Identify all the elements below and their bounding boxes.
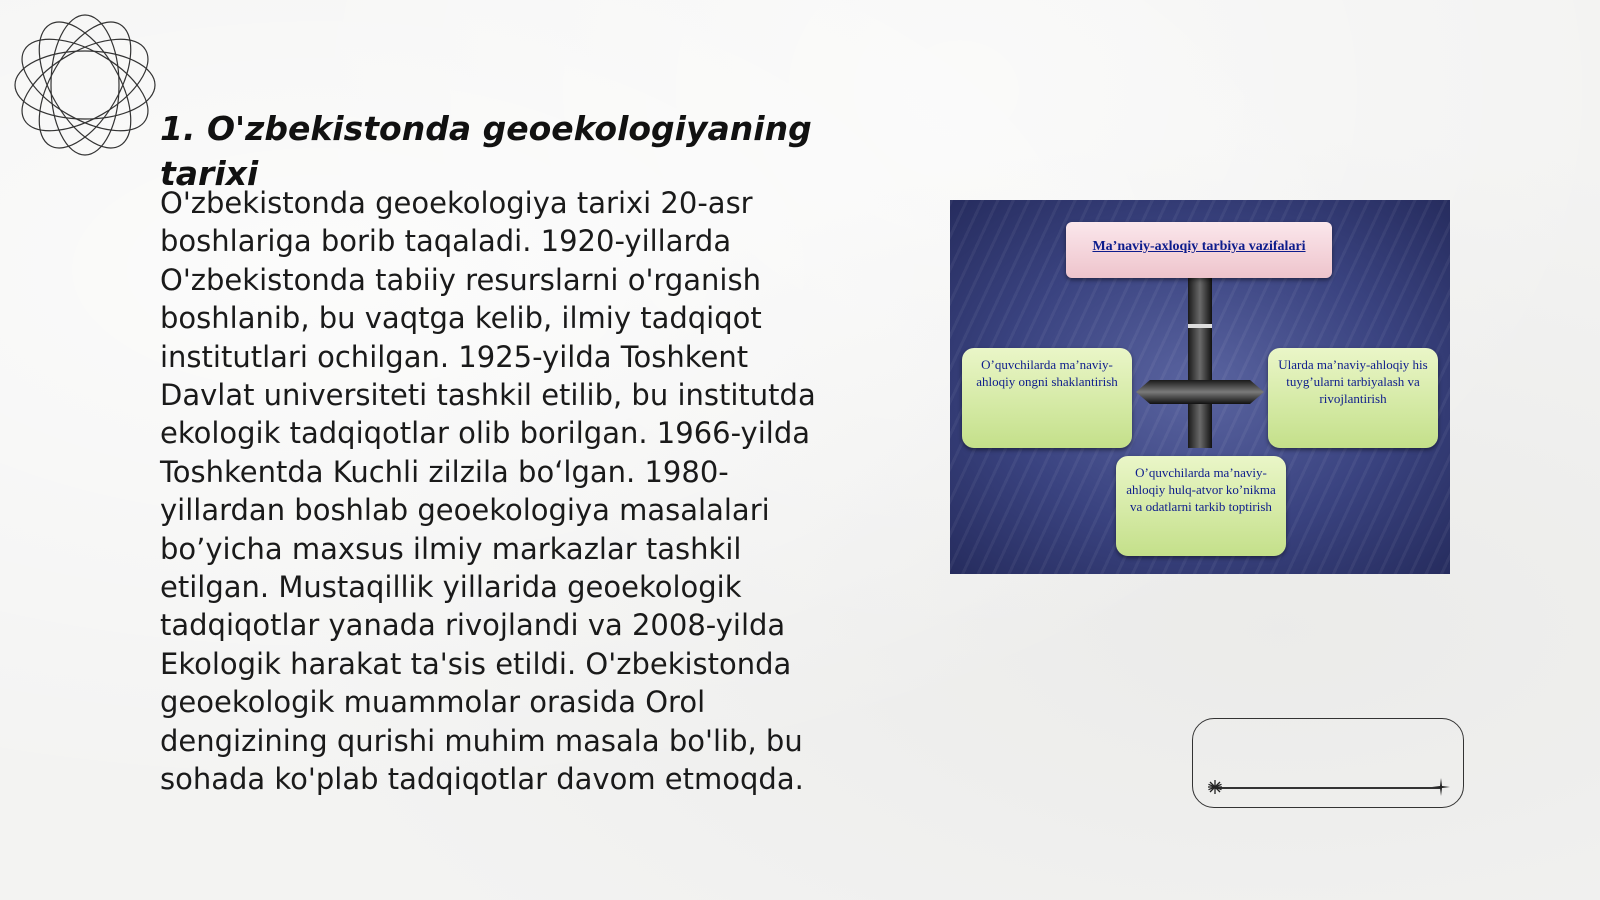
timeline-line [1215, 787, 1441, 789]
slide-body-text: O'zbekistonda geoekologiya tarixi 20-asr boshlariga borib taqaladi. 1920-yillarda O'zbekistonda tabiiy resurslarni o'rganish boshlanib, bu vaqtga kelib, ilmiy tadqiqot institutlari ochilgan. 1925-yilda Toshkent Davlat universiteti tashkil etilib, bu institutda ekologik tadqiqotlar olib borilgan. 1966-yilda Toshkentda Kuchli zilzila bo‘lgan. 1980-yillardan boshlab geoekologiya masalalari bo’yicha maxsus ilmiy markazlar tashkil etilgan. Mustaqillik yillarida geoekologik tadqiqotlar yanada rivojlandi va 2008-yilda Ekologik harakat ta'sis etildi. O'zbekistonda geoekologik muammolar orasida Orol dengizining qurishi muhim masala bo'lib, bu sohada ko'plab tadqiqotlar davom etmoqda. [160, 186, 816, 797]
diagram-node-bottom: O’quvchilarda ma’naviy-ahloqiy hulq-atvor ko’nikma va odatlarni tarkib toptirish [1116, 456, 1286, 556]
diagram-image [950, 200, 1450, 574]
diagram-node-top: Ma’naviy-axloqiy tarbiya vazifalari [1066, 222, 1332, 278]
diagram-node-left: O’quvchilarda ma’naviy-ahloqiy ongni shaklantirish [962, 348, 1132, 448]
starburst-icon [1205, 777, 1225, 797]
diagram-node-right: Ularda ma’naviy-ahloqiy his tuyg’ularni tarbiyalash va rivojlantirish [1268, 348, 1438, 448]
timeline-decoration [1192, 718, 1464, 808]
sparkle-icon [1431, 777, 1451, 797]
ornamental-rosette-icon [8, 8, 162, 162]
slide-title: 1. O'zbekistonda geoekologiyaning tarixi [160, 109, 812, 193]
